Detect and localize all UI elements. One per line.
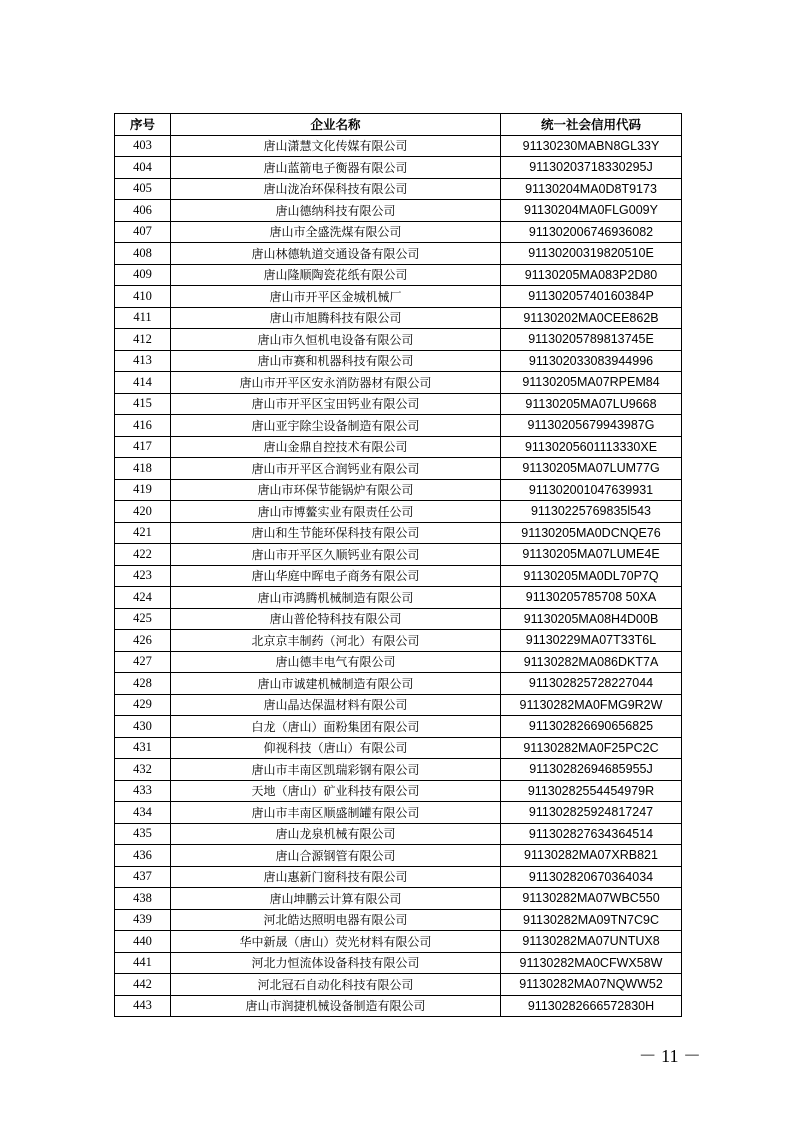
table-row	[115, 479, 682, 501]
table-body	[115, 135, 682, 1017]
row-index: 432	[115, 759, 171, 781]
credit-code: 91130229MA07T33T6L	[501, 630, 682, 652]
table-row	[115, 372, 682, 394]
credit-code: 911302826690656825	[501, 716, 682, 738]
row-index: 403	[115, 135, 171, 157]
table-row	[115, 630, 682, 652]
row-index: 436	[115, 845, 171, 867]
table-row	[115, 995, 682, 1017]
row-index: 435	[115, 823, 171, 845]
enterprise-name: 唐山华庭中晖电子商务有限公司	[171, 565, 501, 587]
row-index: 420	[115, 501, 171, 523]
credit-code: 91130205789813745E	[501, 329, 682, 351]
enterprise-name: 唐山蓝箭电子衡器有限公司	[171, 157, 501, 179]
row-index: 422	[115, 544, 171, 566]
table-row	[115, 845, 682, 867]
table-row	[115, 157, 682, 179]
enterprise-name: 唐山市开平区宝田钙业有限公司	[171, 393, 501, 415]
credit-code: 91130282MA0FMG9R2W	[501, 694, 682, 716]
row-index: 419	[115, 479, 171, 501]
credit-code: 91130204MA0D8T9173	[501, 178, 682, 200]
row-index: 409	[115, 264, 171, 286]
table-row	[115, 608, 682, 630]
credit-code: 91130282554454979R	[501, 780, 682, 802]
row-index: 426	[115, 630, 171, 652]
credit-code: 91130205740160384P	[501, 286, 682, 308]
enterprise-name: 唐山林德轨道交通设备有限公司	[171, 243, 501, 265]
enterprise-name: 唐山潇慧文化传媒有限公司	[171, 135, 501, 157]
table-row	[115, 759, 682, 781]
row-index: 406	[115, 200, 171, 222]
credit-code: 91130205MA07RPEM84	[501, 372, 682, 394]
credit-code: 91130203718330295J	[501, 157, 682, 179]
row-index: 407	[115, 221, 171, 243]
enterprise-name: 唐山市丰南区凯瑞彩钢有限公司	[171, 759, 501, 781]
table-row	[115, 200, 682, 222]
table-row	[115, 350, 682, 372]
enterprise-name: 唐山市鸿腾机械制造有限公司	[171, 587, 501, 609]
table-row	[115, 436, 682, 458]
table-row	[115, 587, 682, 609]
credit-code: 911302825728227044	[501, 673, 682, 695]
enterprise-name: 唐山市环保节能锅炉有限公司	[171, 479, 501, 501]
credit-code: 911302006746936082	[501, 221, 682, 243]
credit-code: 91130205785708 50XA	[501, 587, 682, 609]
credit-code: 91130282666572830H	[501, 995, 682, 1017]
row-index: 439	[115, 909, 171, 931]
table-row	[115, 544, 682, 566]
credit-code: 91130282694685955J	[501, 759, 682, 781]
enterprise-name: 河北皓达照明电器有限公司	[171, 909, 501, 931]
table-row	[115, 888, 682, 910]
credit-code: 911302033083944996	[501, 350, 682, 372]
enterprise-name: 唐山亚宇除尘设备制造有限公司	[171, 415, 501, 437]
enterprise-name: 仰视科技（唐山）有限公司	[171, 737, 501, 759]
row-index: 412	[115, 329, 171, 351]
row-index: 418	[115, 458, 171, 480]
enterprise-name: 唐山市开平区久顺钙业有限公司	[171, 544, 501, 566]
enterprise-name: 天地（唐山）矿业科技有限公司	[171, 780, 501, 802]
credit-code: 911302820670364034	[501, 866, 682, 888]
table-row	[115, 737, 682, 759]
table-row	[115, 243, 682, 265]
enterprise-name: 唐山晶达保温材料有限公司	[171, 694, 501, 716]
credit-code: 91130282MA09TN7C9C	[501, 909, 682, 931]
enterprise-name: 唐山隆顺陶瓷花纸有限公司	[171, 264, 501, 286]
enterprise-name: 唐山市久恒机电设备有限公司	[171, 329, 501, 351]
table-row	[115, 415, 682, 437]
enterprise-name: 河北力恒流体设备科技有限公司	[171, 952, 501, 974]
table-row	[115, 823, 682, 845]
row-index: 440	[115, 931, 171, 953]
credit-code: 91130282MA086DKT7A	[501, 651, 682, 673]
credit-code: 91130205MA083P2D80	[501, 264, 682, 286]
enterprise-name: 华中新晟（唐山）荧光材料有限公司	[171, 931, 501, 953]
credit-code: 91130282MA07NQWW52	[501, 974, 682, 996]
table-row	[115, 458, 682, 480]
enterprise-name: 唐山市开平区安永消防器材有限公司	[171, 372, 501, 394]
header-credit-code: 统一社会信用代码	[501, 114, 682, 136]
enterprise-name: 唐山惠新门窗科技有限公司	[171, 866, 501, 888]
credit-code: 91130204MA0FLG009Y	[501, 200, 682, 222]
table-row	[115, 501, 682, 523]
table-row	[115, 974, 682, 996]
enterprise-name: 唐山市赛和机器科技有限公司	[171, 350, 501, 372]
row-index: 443	[115, 995, 171, 1017]
credit-code: 91130205MA07LUM77G	[501, 458, 682, 480]
row-index: 429	[115, 694, 171, 716]
row-index: 416	[115, 415, 171, 437]
enterprise-name: 唐山市全盛洗煤有限公司	[171, 221, 501, 243]
table-row	[115, 522, 682, 544]
enterprise-name: 白龙（唐山）面粉集团有限公司	[171, 716, 501, 738]
row-index: 430	[115, 716, 171, 738]
table-row	[115, 931, 682, 953]
row-index: 421	[115, 522, 171, 544]
row-index: 414	[115, 372, 171, 394]
row-index: 405	[115, 178, 171, 200]
table-row	[115, 780, 682, 802]
credit-code: 91130205MA08H4D00B	[501, 608, 682, 630]
row-index: 417	[115, 436, 171, 458]
row-index: 428	[115, 673, 171, 695]
enterprise-name: 唐山市旭腾科技有限公司	[171, 307, 501, 329]
table-row	[115, 673, 682, 695]
row-index: 434	[115, 802, 171, 824]
credit-code: 91130282MA0CFWX58W	[501, 952, 682, 974]
row-index: 433	[115, 780, 171, 802]
row-index: 423	[115, 565, 171, 587]
row-index: 410	[115, 286, 171, 308]
enterprise-name: 唐山坤鹏云计算有限公司	[171, 888, 501, 910]
row-index: 415	[115, 393, 171, 415]
table-row	[115, 565, 682, 587]
enterprise-name: 唐山德纳科技有限公司	[171, 200, 501, 222]
credit-code: 91130230MABN8GL33Y	[501, 135, 682, 157]
row-index: 404	[115, 157, 171, 179]
page-number: － 11 －	[638, 1046, 701, 1066]
enterprise-name: 唐山和生节能环保科技有限公司	[171, 522, 501, 544]
enterprise-name: 唐山泷冶环保科技有限公司	[171, 178, 501, 200]
table-header-row	[115, 114, 682, 136]
table-row	[115, 866, 682, 888]
credit-code: 91130282MA0F25PC2C	[501, 737, 682, 759]
table-row	[115, 909, 682, 931]
enterprise-name: 唐山市博鳌实业有限责任公司	[171, 501, 501, 523]
row-index: 441	[115, 952, 171, 974]
credit-code: 91130205MA0DCNQE76	[501, 522, 682, 544]
row-index: 437	[115, 866, 171, 888]
row-index: 413	[115, 350, 171, 372]
credit-code: 91130282MA07XRB821	[501, 845, 682, 867]
row-index: 408	[115, 243, 171, 265]
credit-code: 91130205679943987G	[501, 415, 682, 437]
enterprise-name: 唐山市润捷机械设备制造有限公司	[171, 995, 501, 1017]
table-row	[115, 651, 682, 673]
credit-code: 91130200319820510E	[501, 243, 682, 265]
table-row	[115, 952, 682, 974]
enterprise-name: 河北冠石自动化科技有限公司	[171, 974, 501, 996]
row-index: 424	[115, 587, 171, 609]
credit-code: 91130205MA07LU9668	[501, 393, 682, 415]
table-row	[115, 221, 682, 243]
row-index: 411	[115, 307, 171, 329]
table-row	[115, 694, 682, 716]
credit-code: 91130282MA07WBC550	[501, 888, 682, 910]
enterprise-name: 唐山合源钢管有限公司	[171, 845, 501, 867]
enterprise-name: 唐山市丰南区顺盛制罐有限公司	[171, 802, 501, 824]
credit-code: 911302825924817247	[501, 802, 682, 824]
header-enterprise-name: 企业名称	[171, 114, 501, 136]
enterprise-name: 唐山市诚建机械制造有限公司	[171, 673, 501, 695]
table-row	[115, 135, 682, 157]
table-row	[115, 329, 682, 351]
row-index: 431	[115, 737, 171, 759]
header-index: 序号	[115, 114, 171, 136]
credit-code: 91130225769835l543	[501, 501, 682, 523]
enterprise-name: 唐山普伦特科技有限公司	[171, 608, 501, 630]
credit-code: 91130205601113330XE	[501, 436, 682, 458]
enterprise-name: 唐山市开平区金城机械厂	[171, 286, 501, 308]
row-index: 427	[115, 651, 171, 673]
enterprise-name: 唐山龙泉机械有限公司	[171, 823, 501, 845]
credit-code: 91130205MA07LUME4E	[501, 544, 682, 566]
credit-code: 91130282MA07UNTUX8	[501, 931, 682, 953]
table-row	[115, 178, 682, 200]
credit-code: 911302827634364514	[501, 823, 682, 845]
row-index: 442	[115, 974, 171, 996]
row-index: 438	[115, 888, 171, 910]
enterprise-table	[114, 113, 682, 1017]
enterprise-name: 北京京丰制药（河北）有限公司	[171, 630, 501, 652]
table-row	[115, 802, 682, 824]
table-row	[115, 286, 682, 308]
table-row	[115, 716, 682, 738]
credit-code: 911302001047639931	[501, 479, 682, 501]
table-row	[115, 307, 682, 329]
table-row	[115, 393, 682, 415]
table-row	[115, 264, 682, 286]
enterprise-name: 唐山德丰电气有限公司	[171, 651, 501, 673]
row-index: 425	[115, 608, 171, 630]
enterprise-name: 唐山市开平区合润钙业有限公司	[171, 458, 501, 480]
credit-code: 91130205MA0DL70P7Q	[501, 565, 682, 587]
credit-code: 91130202MA0CEE862B	[501, 307, 682, 329]
enterprise-name: 唐山金鼎自控技术有限公司	[171, 436, 501, 458]
